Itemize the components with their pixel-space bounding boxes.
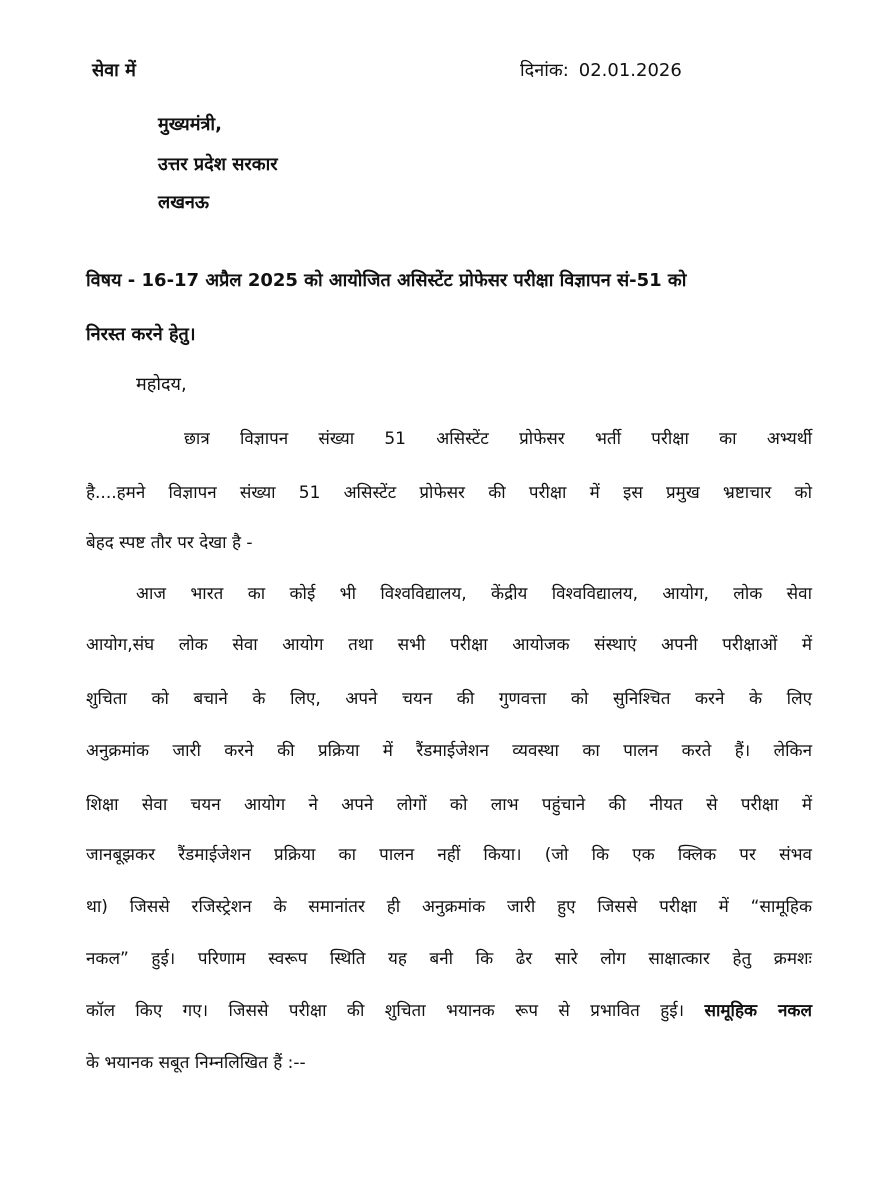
addressee-line-1: मुख्यमंत्री, <box>158 114 222 135</box>
body-line: शिक्षा सेवा चयन आयोग ने अपने लोगों को लाभ पहुंचाने की नीयत से परीक्षा में <box>86 795 812 815</box>
body-line: नकल” हुई। परिणाम स्वरूप स्थिति यह बनी कि ढेर सारे लोग साक्षात्कार हेतु क्रमशः <box>86 949 812 969</box>
body-line: अनुक्रमांक जारी करने की प्रक्रिया में रैंडमाईजेशन व्यवस्था का पालन करते हैं। लेकिन <box>86 741 812 761</box>
body-line-with-bold-tail <box>86 998 812 1021</box>
body-line: आज भारत का कोई भी विश्वविद्यालय, केंद्रीय विश्वविद्यालय, आयोग, लोक सेवा <box>136 584 812 604</box>
body-line: शुचिता को बचाने के लिए, अपने चयन की गुणवत्ता को सुनिश्चित करने के लिए <box>86 689 812 709</box>
subject-line-2: निरस्त करने हेतु। <box>86 324 196 345</box>
date-row <box>520 58 682 82</box>
body-line-text: कॉल किए गए। जिससे परीक्षा की शुचिता भयानक रूप से प्रभावित हुई। <box>86 1001 685 1021</box>
date-label: दिनांक: <box>520 60 569 81</box>
date-value: 02.01.2026 <box>578 60 682 81</box>
bold-phrase-mass-copying: सामूहिक नकल <box>704 1001 812 1021</box>
body-line: के भयानक सबूत निम्नलिखित हैं :-- <box>86 1053 306 1073</box>
addressee-line-3: लखनऊ <box>158 192 210 213</box>
body-line: छात्र विज्ञापन संख्या 51 असिस्टेंट प्रोफेसर भर्ती परीक्षा का अभ्यर्थी <box>184 429 812 449</box>
body-line: बेहद स्पष्ट तौर पर देखा है - <box>86 533 253 553</box>
body-line: था) जिससे रजिस्ट्रेशन के समानांतर ही अनुक्रमांक जारी हुए जिससे परीक्षा में “सामूहिक <box>86 897 812 917</box>
body-line: आयोग,संघ लोक सेवा आयोग तथा सभी परीक्षा आयोजक संस्थाएं अपनी परीक्षाओं में <box>86 635 812 655</box>
addressee-line-2: उत्तर प्रदेश सरकार <box>158 154 278 175</box>
subject-line-1: विषय - 16-17 अप्रैल 2025 को आयोजित असिस्टेंट प्रोफेसर परीक्षा विज्ञापन सं-51 को <box>86 270 687 291</box>
salutation: सेवा में <box>92 60 136 81</box>
body-line: है....हमने विज्ञापन संख्या 51 असिस्टेंट प्रोफेसर की परीक्षा में इस प्रमुख भ्रष्टाचार को <box>86 483 812 503</box>
greeting: महोदय, <box>136 374 187 395</box>
body-line: जानबूझकर रैंडमाईजेशन प्रक्रिया का पालन नहीं किया। (जो कि एक क्लिक पर संभव <box>86 845 812 865</box>
